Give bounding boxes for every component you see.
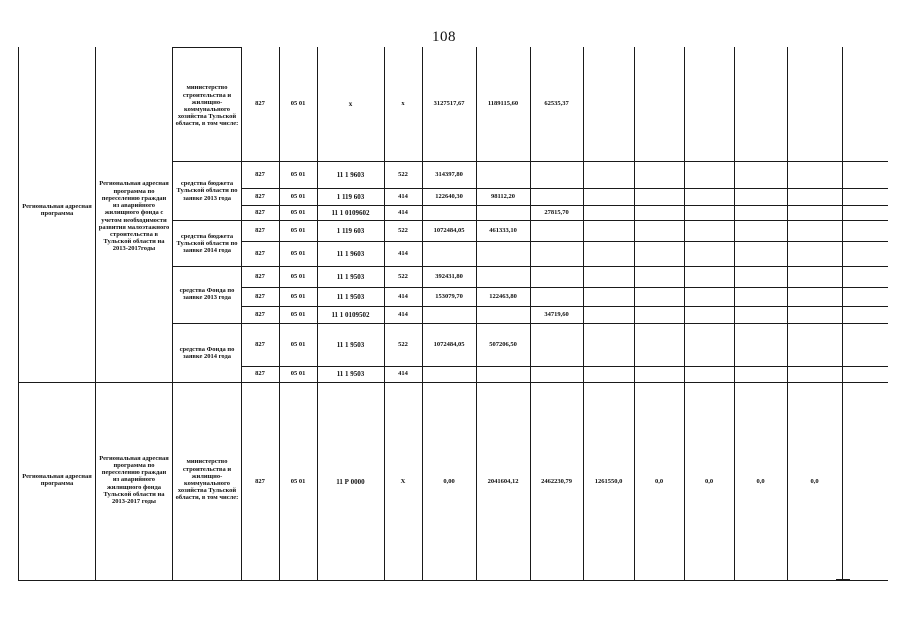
cell-grbs: 827: [255, 370, 265, 377]
cell-value-2: 461333,10: [489, 227, 517, 234]
cell-rzpr: 05 01: [290, 193, 306, 200]
cell-vr: х: [401, 100, 405, 107]
cell-value-2: 98112,20: [490, 193, 516, 200]
source-budget-2013: средства бюджета Тульской области по заявке 2013 года: [176, 180, 238, 202]
cell-grbs: 827: [255, 250, 265, 257]
col-line: [787, 47, 788, 580]
cell-value-1: 392431,80: [435, 273, 463, 280]
col-line: [634, 47, 635, 580]
cell-csr: 11 1 9603: [336, 171, 365, 179]
cell-grbs: 827: [255, 193, 265, 200]
cell-csr: 1 119 603: [336, 227, 365, 235]
cell-value-7: 0,0: [756, 478, 765, 485]
cell-grbs: 827: [255, 478, 265, 485]
cell-csr: 11 1 9503: [336, 293, 365, 301]
cell-value-3: 27815,70: [544, 209, 569, 216]
cell-value-1: 314397,80: [435, 171, 463, 178]
cell-rzpr: 05 01: [290, 478, 306, 485]
source-fund-2013: средства Фонда по заявке 2013 года: [179, 286, 235, 301]
cell-grbs: 827: [255, 341, 265, 348]
cell-csr: 11 Р 0000: [336, 478, 365, 486]
cell-value-6: 0,0: [704, 478, 714, 485]
cell-value-2: 122463,80: [489, 293, 517, 300]
cell-grbs: 827: [255, 311, 265, 318]
cell-csr: 11 1 9503: [336, 273, 365, 281]
row-divider: [241, 287, 888, 288]
source-fund-2014: средства Фонда по заявке 2014 года: [179, 345, 235, 360]
cell-grbs: 827: [255, 209, 265, 216]
row-divider: [241, 205, 888, 206]
table-bottom-border: [18, 580, 888, 581]
cell-rzpr: 05 01: [290, 293, 306, 300]
cell-value-1: 1072484,05: [433, 341, 465, 348]
col-line: [842, 47, 843, 580]
page-number: 108: [432, 29, 456, 45]
cell-rzpr: 05 01: [290, 370, 306, 377]
cell-csr: 11 1 9603: [336, 250, 365, 258]
cell-vr: 522: [398, 341, 408, 348]
cell-value-1: 153079,70: [435, 293, 463, 300]
row-divider: [241, 188, 888, 189]
scan-mark: [836, 579, 850, 581]
cell-value-8: 0,0: [810, 478, 819, 485]
cell-csr: 11 1 9503: [336, 370, 365, 378]
cell-rzpr: 05 01: [290, 209, 306, 216]
row-divider: [241, 306, 888, 307]
cell-csr: 11 1 0109602: [331, 209, 370, 217]
cell-vr: 414: [398, 193, 408, 200]
program-name: Региональная адресная программа по переселению граждан из аварийного жилищного фонда с учетом необходимости развития малоэтажного строительства в Тульской области на 2013-2017годы: [98, 180, 170, 253]
cell-value-1: 0,00: [443, 478, 455, 485]
row-label: Региональная адресная программа: [22, 202, 92, 217]
col-line: [422, 47, 423, 580]
cell-rzpr: 05 01: [290, 227, 306, 234]
cell-value-2: 1189115,60: [487, 100, 519, 107]
cell-value-2: 2041604,12: [487, 478, 519, 485]
cell-vr: 414: [398, 311, 408, 318]
row-label: Региональная адресная программа: [22, 472, 92, 487]
cell-csr: 11 1 9503: [336, 341, 365, 349]
cell-vr: 414: [398, 209, 408, 216]
cell-csr: х: [348, 100, 353, 108]
program-name: Региональная адресная программа по переселению граждан из аварийного жилищного фонда Тульской области на 2013-2017 годы: [99, 454, 169, 505]
cell-vr: 522: [398, 227, 408, 234]
cell-csr: 11 1 0109502: [331, 311, 370, 319]
cell-value-1: 122640,30: [435, 193, 463, 200]
col-line: [684, 47, 685, 580]
cell-grbs: 827: [255, 273, 265, 280]
source-ministry: министерство строительства и жилищно-коммунального хозяйства Тульской области, в том числе:: [175, 84, 239, 128]
cell-value-3: 34719,60: [544, 311, 569, 318]
cell-csr: 1 119 603: [336, 193, 365, 201]
cell-value-1: 1072484,05: [433, 227, 465, 234]
cell-grbs: 827: [255, 293, 265, 300]
row-divider: [241, 366, 888, 367]
col-line: [95, 47, 96, 580]
cell-vr: 414: [398, 250, 408, 257]
cell-rzpr: 05 01: [290, 273, 306, 280]
cell-grbs: 827: [255, 100, 265, 107]
cell-value-3: 62535,37: [544, 100, 569, 107]
col-line: [172, 47, 173, 580]
cell-rzpr: 05 01: [290, 311, 306, 318]
cell-rzpr: 05 01: [290, 100, 306, 107]
cell-value-1: 3127517,67: [433, 100, 465, 107]
col-line: [18, 47, 19, 580]
cell-vr: 414: [398, 370, 408, 377]
row-divider: [241, 241, 888, 242]
table-top-border: [172, 47, 241, 48]
col-line: [734, 47, 735, 580]
source-ministry: министерство строительства и жилищно-коммунального хозяйства Тульской области, в том числе:: [175, 458, 239, 502]
cell-value-5: 0,0: [654, 478, 664, 485]
cell-rzpr: 05 01: [290, 171, 306, 178]
cell-vr: 522: [398, 273, 408, 280]
col-line: [583, 47, 584, 580]
cell-vr: 522: [398, 171, 408, 178]
cell-value-3: 2462230,79: [541, 478, 572, 485]
source-budget-2014: средства бюджета Тульской области по заявке 2014 года: [176, 232, 238, 255]
cell-vr: Х: [400, 478, 406, 485]
cell-grbs: 827: [255, 227, 265, 234]
cell-value-2: 507206,50: [489, 341, 517, 348]
cell-rzpr: 05 01: [290, 341, 306, 348]
cell-rzpr: 05 01: [290, 250, 306, 257]
cell-vr: 414: [398, 293, 408, 300]
cell-value-4: 1261550,0: [594, 478, 623, 485]
block-divider: [18, 382, 888, 383]
col-line: [476, 47, 477, 580]
cell-grbs: 827: [255, 171, 265, 178]
